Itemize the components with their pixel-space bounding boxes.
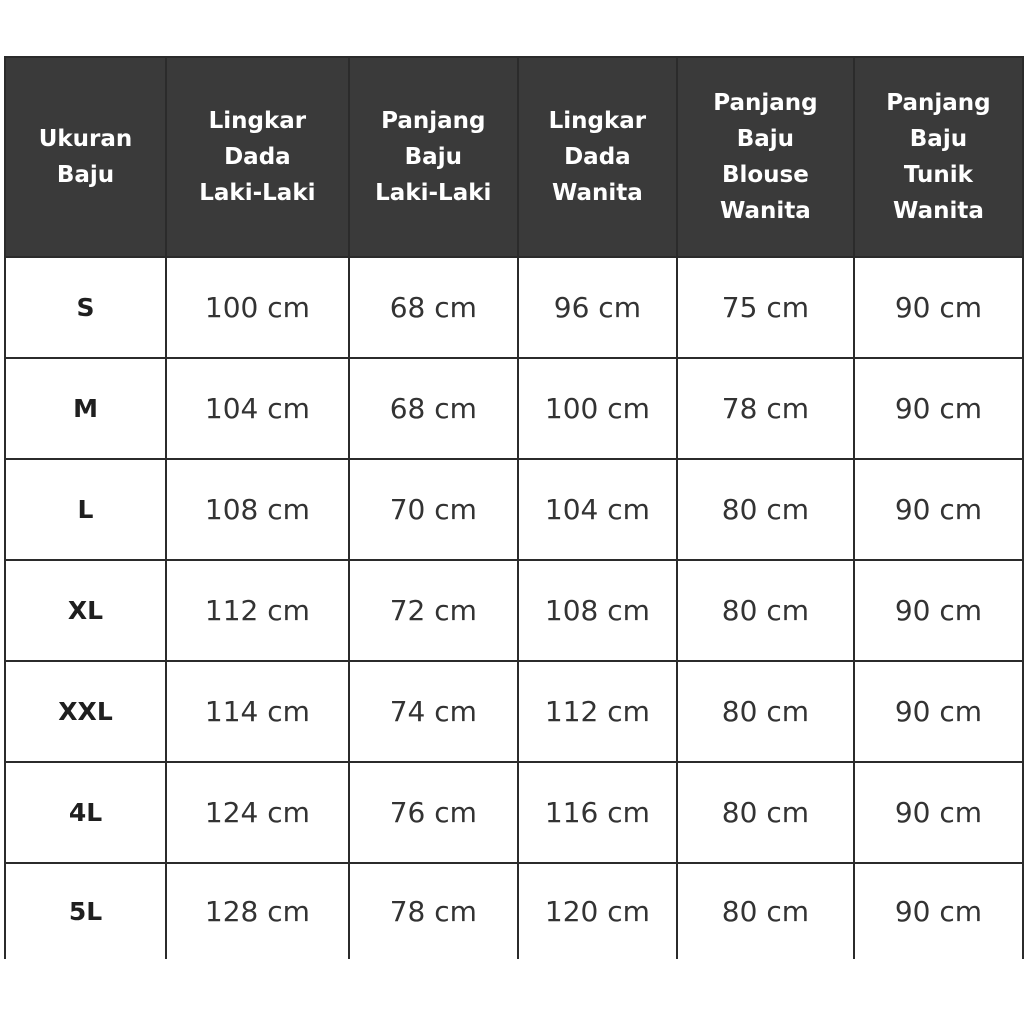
header-line: Tunik <box>903 162 973 188</box>
value-cell: 116 cm <box>518 762 677 863</box>
value-cell: 108 cm <box>166 459 349 560</box>
header-line: Panjang <box>886 90 991 116</box>
header-ukuran-baju <box>5 57 166 257</box>
value-cell: 96 cm <box>518 257 677 358</box>
value-cell: 104 cm <box>518 459 677 560</box>
value-cell: 108 cm <box>518 560 677 661</box>
header-lingkar-dada-wanita <box>518 57 677 257</box>
value-cell: 72 cm <box>349 560 518 661</box>
table-row <box>5 863 1023 959</box>
value-cell: 104 cm <box>166 358 349 459</box>
value-cell: 80 cm <box>677 560 854 661</box>
value-cell: 90 cm <box>854 358 1023 459</box>
value-cell: 100 cm <box>166 257 349 358</box>
size-cell: XL <box>5 560 166 661</box>
value-cell: 128 cm <box>166 863 349 959</box>
value-cell: 80 cm <box>677 863 854 959</box>
header-panjang-baju-blouse-wanita <box>677 57 854 257</box>
value-cell: 124 cm <box>166 762 349 863</box>
header-line: Lingkar <box>208 108 307 134</box>
size-cell: 4L <box>5 762 166 863</box>
header-line: Baju <box>404 144 462 170</box>
size-cell: S <box>5 257 166 358</box>
value-cell: 80 cm <box>677 459 854 560</box>
value-cell: 68 cm <box>349 358 518 459</box>
size-cell: L <box>5 459 166 560</box>
value-cell: 90 cm <box>854 560 1023 661</box>
table-row <box>5 560 1023 661</box>
value-cell: 80 cm <box>677 762 854 863</box>
size-cell: 5L <box>5 863 166 959</box>
table-row <box>5 661 1023 762</box>
table-row <box>5 358 1023 459</box>
header-panjang-baju-tunik-wanita <box>854 57 1023 257</box>
value-cell: 74 cm <box>349 661 518 762</box>
header-line: Baju <box>736 126 795 152</box>
size-cell: XXL <box>5 661 166 762</box>
value-cell: 76 cm <box>349 762 518 863</box>
header-line: Laki-Laki <box>199 180 316 206</box>
table-row <box>5 257 1023 358</box>
header-line: Wanita <box>551 180 643 206</box>
value-cell: 70 cm <box>349 459 518 560</box>
header-line: Ukuran <box>38 126 133 152</box>
size-chart-table <box>4 56 1024 959</box>
value-cell: 112 cm <box>518 661 677 762</box>
header-lingkar-dada-laki-laki <box>166 57 349 257</box>
header-line: Laki-Laki <box>375 180 492 206</box>
value-cell: 90 cm <box>854 762 1023 863</box>
header-line: Panjang <box>381 108 486 134</box>
header-line: Baju <box>56 162 115 188</box>
value-cell: 80 cm <box>677 661 854 762</box>
table-row <box>5 762 1023 863</box>
value-cell: 90 cm <box>854 257 1023 358</box>
header-line: Wanita <box>893 198 984 224</box>
value-cell: 68 cm <box>349 257 518 358</box>
value-cell: 114 cm <box>166 661 349 762</box>
header-line: Lingkar <box>548 108 647 134</box>
header-line: Baju <box>909 126 968 152</box>
value-cell: 120 cm <box>518 863 677 959</box>
value-cell: 78 cm <box>677 358 854 459</box>
header-line: Wanita <box>719 198 811 224</box>
header-panjang-baju-laki-laki <box>349 57 518 257</box>
header-line: Dada <box>224 144 291 170</box>
header-line: Blouse <box>721 162 809 188</box>
value-cell: 112 cm <box>166 560 349 661</box>
value-cell: 100 cm <box>518 358 677 459</box>
value-cell: 75 cm <box>677 257 854 358</box>
value-cell: 90 cm <box>854 661 1023 762</box>
value-cell: 78 cm <box>349 863 518 959</box>
size-cell: M <box>5 358 166 459</box>
value-cell: 90 cm <box>854 459 1023 560</box>
header-line: Panjang <box>713 90 818 116</box>
table-row <box>5 459 1023 560</box>
header-line: Dada <box>564 144 631 170</box>
header-row <box>5 57 1023 257</box>
value-cell: 90 cm <box>854 863 1023 959</box>
